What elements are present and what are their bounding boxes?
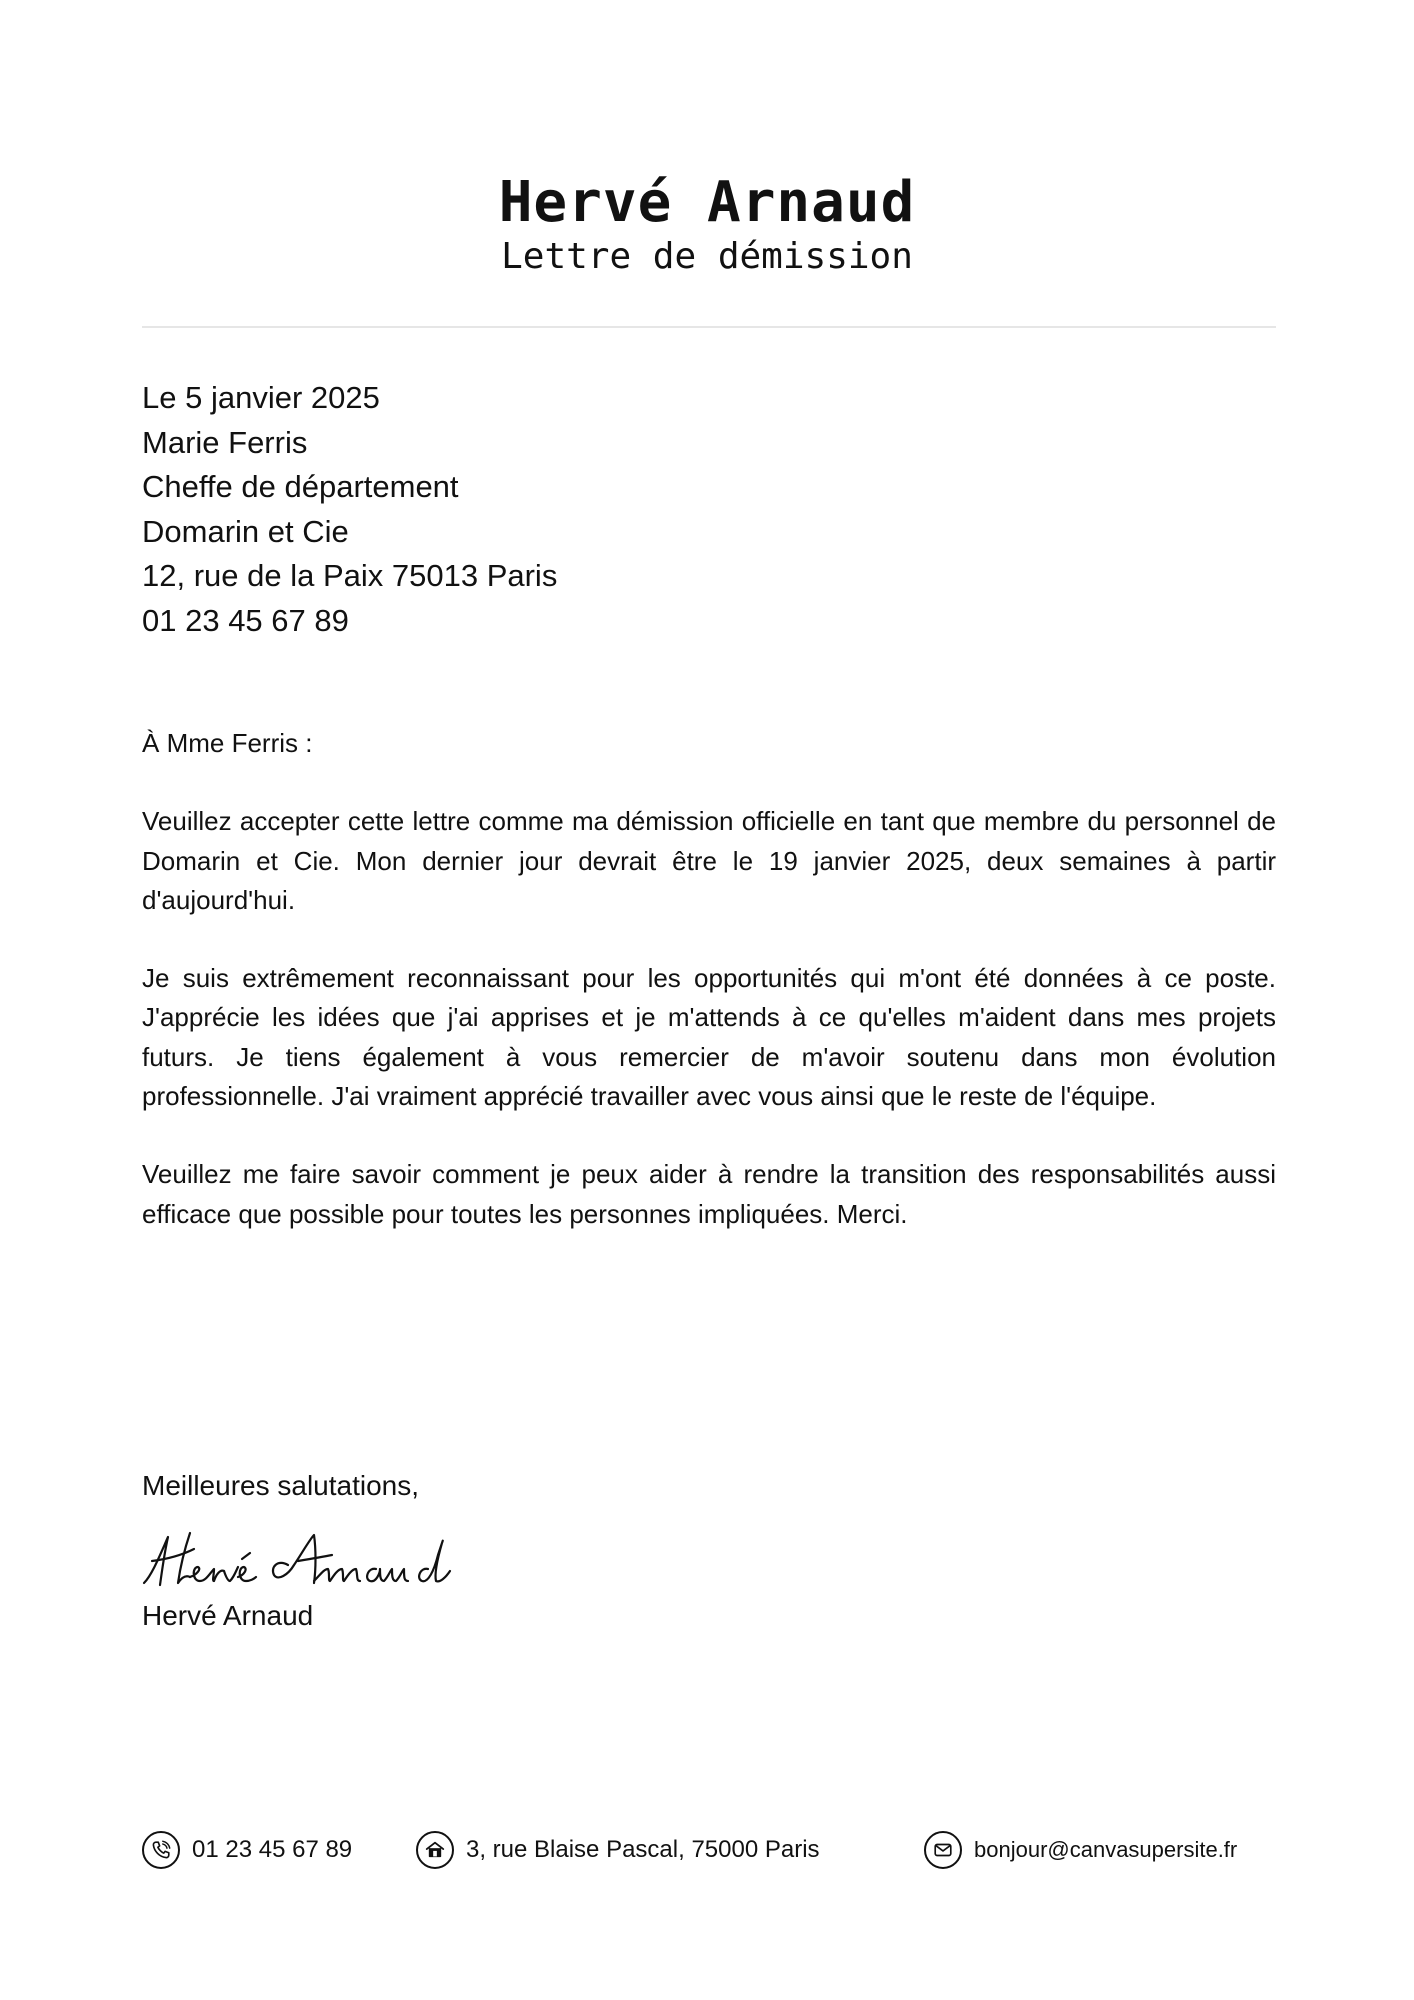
- body-paragraph: Veuillez accepter cette lettre comme ma démission officielle en tant que membre du personnel de Domarin et Cie. Mon dernier jour devrait être le 19 janvier 2025, deux semaines à partir d'aujourd'hui.: [142, 806, 1276, 915]
- contact-footer: [0, 1828, 1414, 1872]
- body-paragraph: Veuillez me faire savoir comment je peux aider à rendre la transition des responsabilités aussi efficace que possible pour toutes les personnes impliquées. Merci.: [142, 1159, 1276, 1229]
- handwritten-signature: [138, 1525, 478, 1595]
- letter-body: [142, 724, 1276, 1273]
- recipient-phone: 01 23 45 67 89: [142, 602, 349, 638]
- home-icon: [416, 1831, 454, 1869]
- recipient-company: Domarin et Cie: [142, 513, 349, 549]
- closing-line: Meilleures salutations,: [142, 1470, 420, 1501]
- recipient-title: Cheffe de département: [142, 469, 459, 505]
- footer-phone-text: 01 23 45 67 89: [192, 1836, 353, 1863]
- footer-address: [416, 1828, 820, 1872]
- recipient-address: 12, rue de la Paix 75013 Paris: [142, 558, 558, 594]
- recipient-block: [142, 376, 557, 644]
- footer-address-text: 3, rue Blaise Pascal, 75000 Paris: [466, 1836, 820, 1863]
- salutation: À Mme Ferris :: [142, 728, 313, 758]
- letter-header: [0, 168, 1414, 280]
- sender-name: Hervé Arnaud: [498, 170, 916, 235]
- phone-icon: [142, 1831, 180, 1869]
- footer-email-link[interactable]: bonjour@canvasupersite.fr: [974, 1837, 1238, 1862]
- body-paragraph: Je suis extrêmement reconnaissant pour les opportunités qui m'ont été données à ce poste. J'apprécie les idées que j'ai apprises et je m'attends à ce qu'elles m'aident dans mes projets futurs. Je tiens également à vous remercier de m'avoir soutenu dans mon évolution professionnelle. J'ai vraiment apprécié travailler avec vous ainsi que le reste de l'équipe.: [142, 963, 1276, 1112]
- footer-phone: [142, 1828, 352, 1872]
- letter-date: Le 5 janvier 2025: [142, 380, 380, 415]
- signed-name: Hervé Arnaud: [142, 1600, 314, 1631]
- mail-icon: [924, 1831, 962, 1869]
- recipient-name: Marie Ferris: [142, 424, 308, 460]
- document-title: Lettre de démission: [501, 236, 913, 277]
- footer-email: [924, 1828, 1237, 1872]
- header-divider: [142, 326, 1276, 328]
